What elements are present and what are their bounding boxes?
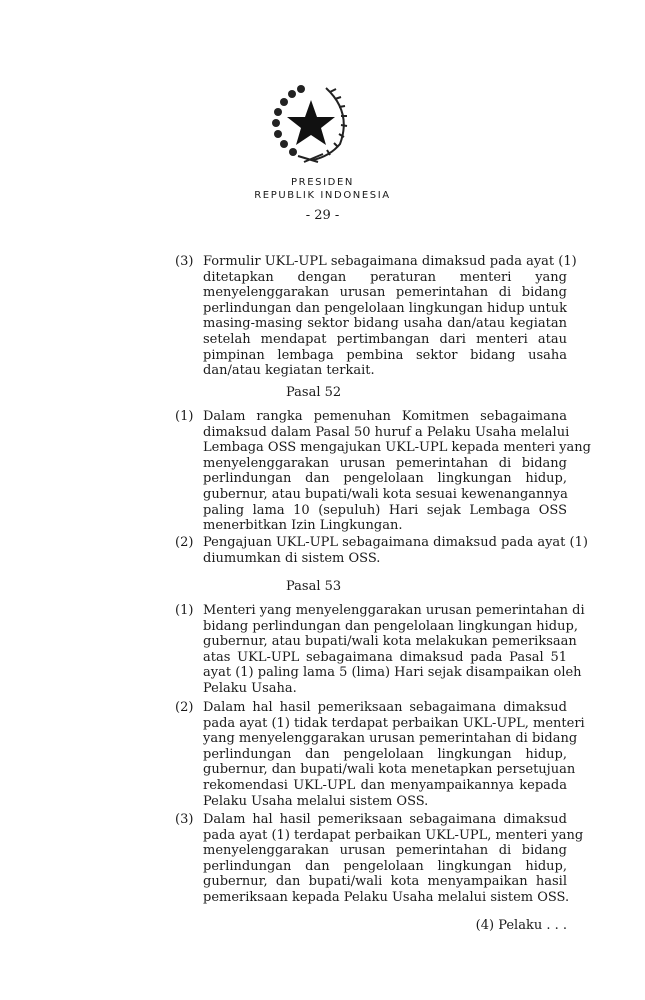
paragraph-text — [203, 700, 585, 809]
text-line: setelah mendapat pertimbangan dari menteri atau — [203, 331, 567, 347]
text-line: diumumkan di sistem OSS. — [203, 550, 381, 566]
text-line: pada ayat (1) tidak terdapat perbaikan UKL-UPL, menteri — [203, 715, 585, 731]
text-line: gubernur, dan bupati/wali kota menyampaikan hasil — [203, 874, 567, 890]
article-heading: Pasal 52 — [286, 385, 342, 400]
text-line: gubernur, atau bupati/wali kota sesuai kewenangannya — [203, 486, 568, 502]
text-line: Dalam hal hasil pemeriksaan sebagaimana dimaksud — [203, 700, 567, 715]
text-line: Lembaga OSS mengajukan UKL-UPL kepada menteri yang — [203, 440, 591, 456]
paragraph-number: (2) — [175, 700, 194, 715]
text-line: Pelaku Usaha melalui sistem OSS. — [203, 793, 429, 809]
text-line: perlindungan dan pengelolaan lingkungan hidup, — [203, 471, 567, 487]
text-line: ditetapkan dengan peraturan menteri yang — [203, 269, 567, 285]
text-line: rekomendasi UKL-UPL dan menyampaikannya kepada — [203, 777, 567, 793]
text-line: Pengajuan UKL-UPL sebagaimana dimaksud pada ayat (1) — [203, 535, 588, 550]
article-heading: Pasal 53 — [286, 579, 342, 594]
header-republic: REPUBLIK INDONESIA — [254, 190, 391, 201]
paragraph-number: (2) — [175, 535, 194, 550]
presidential-seal-logo — [268, 82, 354, 164]
text-line: Dalam hal hasil pemeriksaan sebagaimana dimaksud — [203, 812, 567, 827]
text-line: masing-masing sektor bidang usaha dan/atau kegiatan — [203, 316, 567, 332]
text-line: menyelenggarakan urusan pemerintahan di bidang — [203, 843, 567, 859]
text-line: gubernur, atau bupati/wali kota melakukan pemeriksaan — [203, 634, 577, 650]
paragraph-number: (3) — [175, 812, 194, 827]
text-line: gubernur, dan bupati/wali kota menetapkan persetujuan — [203, 762, 576, 778]
text-line: menerbitkan Izin Lingkungan. — [203, 518, 403, 534]
text-line: perlindungan dan pengelolaan lingkungan hidup, — [203, 746, 567, 762]
text-line: ayat (1) paling lama 5 (lima) Hari sejak disampaikan oleh — [203, 665, 582, 681]
text-line: Menteri yang menyelenggarakan urusan pemerintahan di — [203, 603, 585, 618]
text-line: dimaksud dalam Pasal 50 huruf a Pelaku Usaha melalui — [203, 424, 570, 440]
text-line: perlindungan dan pengelolaan lingkungan hidup, — [203, 858, 567, 874]
text-line: Dalam rangka pemenuhan Komitmen sebagaimana — [203, 409, 567, 424]
text-line: pimpinan lembaga pembina sektor bidang usaha — [203, 347, 567, 363]
text-line: paling lama 10 (sepuluh) Hari sejak Lembaga OSS — [203, 502, 567, 518]
text-line: bidang perlindungan dan pengelolaan lingkungan hidup, — [203, 618, 578, 634]
text-line: perlindungan dan pengelolaan lingkungan hidup untuk — [203, 300, 567, 316]
text-line: dan/atau kegiatan terkait. — [203, 363, 375, 379]
paragraph-number: (3) — [175, 254, 194, 269]
paragraph-text — [203, 254, 577, 379]
text-line: atas UKL-UPL sebagaimana dimaksud pada Pasal 51 — [203, 649, 567, 665]
paragraph-number: (1) — [175, 409, 194, 424]
text-line: Formulir UKL-UPL sebagaimana dimaksud pada ayat (1) — [203, 254, 577, 269]
paragraph-text — [203, 535, 588, 566]
text-line: menyelenggarakan urusan pemerintahan di bidang — [203, 455, 567, 471]
header-president: PRESIDEN — [291, 177, 354, 188]
continuation-text: (4) Pelaku . . . — [475, 918, 567, 933]
paragraph-text — [203, 409, 591, 534]
text-line: menyelenggarakan urusan pemerintahan di bidang — [203, 285, 567, 301]
text-line: pemeriksaan kepada Pelaku Usaha melalui sistem OSS. — [203, 889, 570, 905]
page-number: - 29 - — [305, 208, 340, 223]
text-line: yang menyelenggarakan urusan pemerintahan di bidang — [203, 731, 578, 747]
paragraph-text — [203, 812, 584, 906]
text-line: Pelaku Usaha. — [203, 680, 297, 696]
text-line: pada ayat (1) terdapat perbaikan UKL-UPL, menteri yang — [203, 827, 584, 843]
paragraph-number: (1) — [175, 603, 194, 618]
paragraph-text — [203, 603, 585, 697]
